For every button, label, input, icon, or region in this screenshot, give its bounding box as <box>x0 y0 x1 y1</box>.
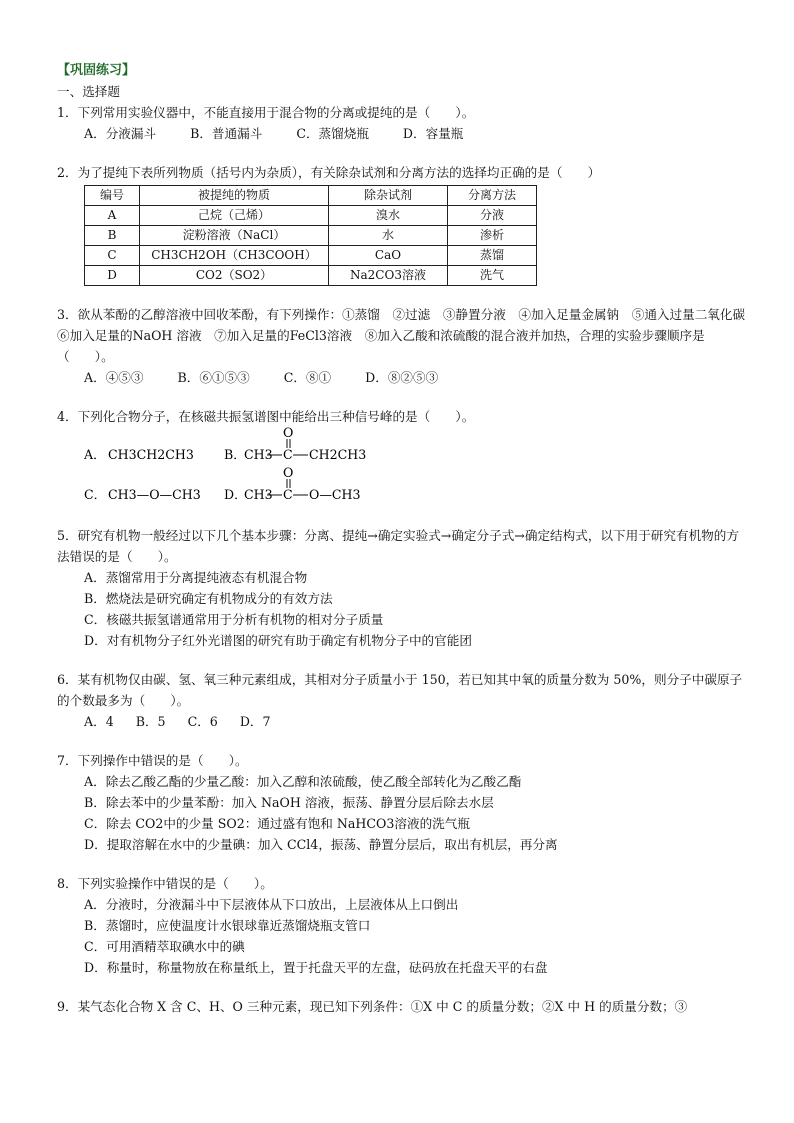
table-cell: 己烷（己烯） <box>140 206 329 226</box>
option-c: C．⑧① <box>283 370 332 385</box>
table-header-row <box>85 186 537 206</box>
option-a: A．分液漏斗 <box>84 126 157 141</box>
option-b: B．5 <box>135 714 166 729</box>
section-title: 【巩固练习】 <box>57 63 136 78</box>
option-d: D．容量瓶 <box>402 126 464 141</box>
table-row <box>85 266 537 286</box>
question-2-stem: 2．为了提纯下表所列物质（括号内为杂质），有关除杂试剂和分离方法的选择均正确的是（ ） <box>57 165 601 180</box>
question-6-options <box>57 711 747 732</box>
option-d: D．对有机物分子红外光谱图的研究有助于确定有机物分子中的官能团 <box>84 633 472 648</box>
question-3-options <box>57 367 747 388</box>
worksheet-page <box>57 60 758 1017</box>
question-6 <box>57 669 747 732</box>
formula-b-carbon: C <box>283 447 293 462</box>
question-9-stem: 9．某气态化合物 X 含 C、H、O 三种元素，现已知下列条件：①X 中 C 的质量分数；②X 中 H 的质量分数；③ <box>57 999 688 1014</box>
table-cell: Na2CO3溶液 <box>329 266 448 286</box>
question-7-stem: 7．下列操作中错误的是（ ）。 <box>57 753 248 768</box>
option-a: A．④⑤③ <box>84 370 144 385</box>
formula-c: CH3—O—CH3 <box>108 487 201 502</box>
question-1-stem: 1．下列常用实验仪器中，不能直接用于混合物的分离或提纯的是（ ）。 <box>57 105 475 120</box>
question-3 <box>57 304 758 388</box>
question-7 <box>57 750 747 855</box>
table-cell: CH3CH2OH（CH3COOH） <box>140 246 329 266</box>
option-b: B．蒸馏时，应使温度计水银球靠近蒸馏烧瓶支管口 <box>84 918 371 933</box>
table-header: 被提纯的物质 <box>140 186 329 206</box>
option-b: B．⑥①⑤③ <box>177 370 250 385</box>
question-6-stem: 6．某有机物仅由碳、氢、氧三种元素组成，其相对分子质量小于 150，若已知其中氧的质量分数为 50%，则分子中碳原子的个数最多为（ ）。 <box>57 672 743 708</box>
question-4-stem: 4．下列化合物分子，在核磁共振氢谱图中能给出三种信号峰的是（ ）。 <box>57 409 475 424</box>
option-c: C．6 <box>187 714 218 729</box>
option-d: D．提取溶解在水中的少量碘：加入 CCl4，振荡、静置分层后，取出有机层，再分离 <box>84 837 558 852</box>
table-cell: CaO <box>329 246 448 266</box>
question-8-options <box>57 894 747 978</box>
table-cell: 渗析 <box>448 226 537 246</box>
option-d-label: D． <box>224 487 247 502</box>
option-c-label: C． <box>84 487 107 502</box>
formula-b-oxygen: O <box>283 427 294 440</box>
table-row <box>85 206 537 226</box>
table-header: 除杂试剂 <box>329 186 448 206</box>
question-7-options <box>57 771 747 855</box>
option-d: D．7 <box>239 714 271 729</box>
question-1 <box>57 102 747 144</box>
formula-d-carbon: C <box>283 487 293 502</box>
question-9 <box>57 996 747 1017</box>
option-b: B．除去苯中的少量苯酚：加入 NaOH 溶液，振荡、静置分层后除去水层 <box>84 795 494 810</box>
formula-b-right: CH2CH3 <box>309 447 367 462</box>
question-3-stem: 3．欲从苯酚的乙醇溶液中回收苯酚，有下列操作：①蒸馏 ②过滤 ③静置分液 ④加入足量金属钠 ⑤通入过量二氧化碳 ⑥加入足量的NaOH 溶液 ⑦加入足量的FeCl3溶液 ⑧加入乙酸和浓硫酸的混合液并加热，合理的实验步骤顺序是（ ）。 <box>57 307 758 364</box>
formula-d-oxygen: O <box>283 467 294 480</box>
question-4 <box>57 406 747 507</box>
structure-cd-graphic <box>84 467 414 507</box>
purification-table <box>84 185 537 286</box>
table-cell: 溴水 <box>329 206 448 226</box>
option-a: A．除去乙酸乙酯的少量乙酸：加入乙醇和浓硫酸，使乙酸全部转化为乙酸乙酯 <box>84 774 522 789</box>
option-d: D．⑧②⑤③ <box>365 370 439 385</box>
section-heading: 一、选择题 <box>57 84 120 99</box>
question-8-stem: 8．下列实验操作中错误的是（ ）。 <box>57 876 273 891</box>
question-8 <box>57 873 747 978</box>
option-a: A．分液时，分液漏斗中下层液体从下口放出，上层液体从上口倒出 <box>84 897 459 912</box>
structure-ab-graphic <box>84 427 414 467</box>
option-c: C．核磁共振氢谱通常用于分析有机物的相对分子质量 <box>84 612 384 627</box>
structures-row-ab <box>57 427 747 467</box>
question-1-options <box>57 123 747 144</box>
formula-d-right: O—CH3 <box>309 487 361 502</box>
table-cell: D <box>85 266 140 286</box>
option-c: C．蒸馏烧瓶 <box>296 126 369 141</box>
question-5 <box>57 525 747 651</box>
table-row <box>85 246 537 266</box>
table-cell: C <box>85 246 140 266</box>
table-cell: 淀粉溶液（NaCl） <box>140 226 329 246</box>
option-a: A．蒸馏常用于分离提纯液态有机混合物 <box>84 570 308 585</box>
option-a-label: A． <box>84 447 106 462</box>
table-cell: A <box>85 206 140 226</box>
option-c: C．可用酒精萃取碘水中的碘 <box>84 939 245 954</box>
formula-d-left: CH3 <box>244 487 273 502</box>
table-row <box>85 226 537 246</box>
formula-a: CH3CH2CH3 <box>108 447 194 462</box>
option-b: B．普通漏斗 <box>190 126 263 141</box>
table-cell: 分液 <box>448 206 537 226</box>
option-b-label: B． <box>224 447 246 462</box>
question-2 <box>57 162 747 286</box>
table-header: 分离方法 <box>448 186 537 206</box>
table-header: 编号 <box>85 186 140 206</box>
table-cell: 洗气 <box>448 266 537 286</box>
question-5-stem: 5．研究有机物一般经过以下几个基本步骤：分离、提纯→确定实验式→确定分子式→确定结构式，以下用于研究有机物的方法错误的是（ ）。 <box>57 528 739 564</box>
option-a: A．4 <box>84 714 114 729</box>
table-cell: B <box>85 226 140 246</box>
option-b: B．燃烧法是研究确定有机物成分的有效方法 <box>84 591 333 606</box>
table-cell: CO2（SO2） <box>140 266 329 286</box>
table-cell: 蒸馏 <box>448 246 537 266</box>
formula-b-left: CH3 <box>244 447 273 462</box>
option-c: C．除去 CO2中的少量 SO2：通过盛有饱和 NaHCO3溶液的洗气瓶 <box>84 816 470 831</box>
question-5-options <box>57 567 747 651</box>
option-d: D．称量时，称量物放在称量纸上，置于托盘天平的左盘，砝码放在托盘天平的右盘 <box>84 960 548 975</box>
structures-row-cd <box>57 467 747 507</box>
table-cell: 水 <box>329 226 448 246</box>
